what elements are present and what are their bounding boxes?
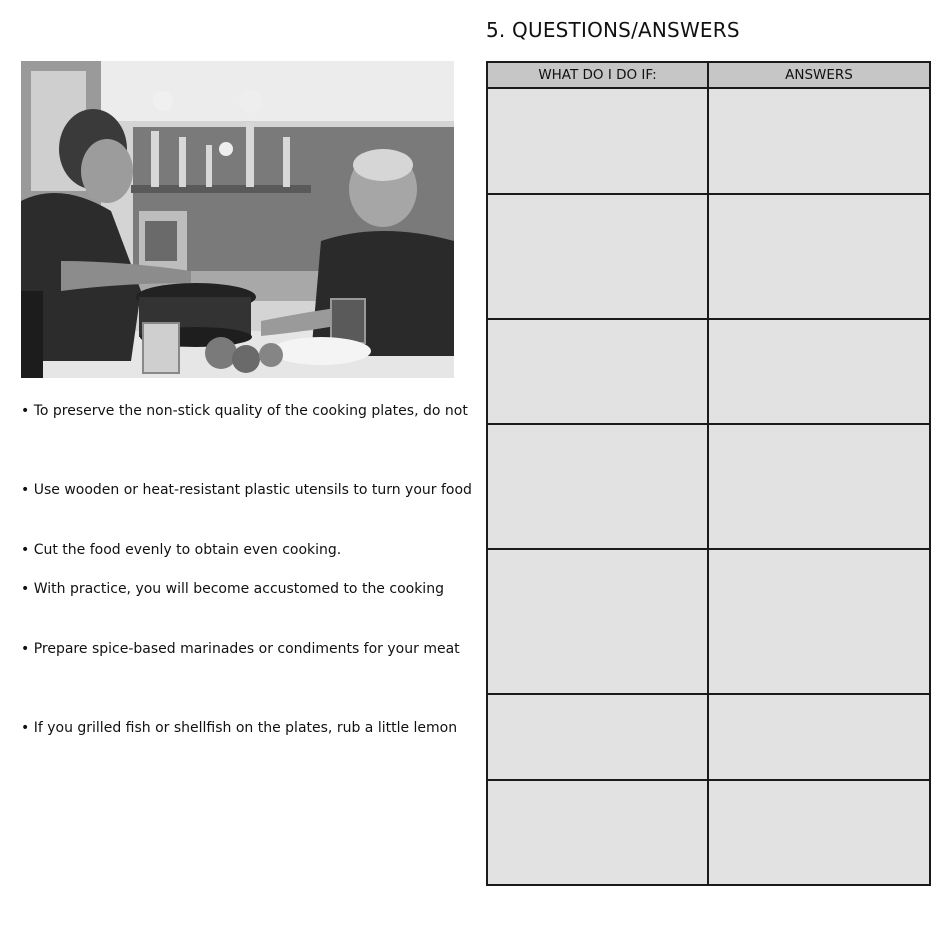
- table-row: [487, 194, 930, 319]
- tip-item: • Cut the food evenly to obtain even cooking.: [21, 542, 342, 558]
- photo-illustration: [21, 61, 454, 378]
- question-cell: [487, 780, 708, 885]
- section-title: 5. QUESTIONS/ANSWERS: [486, 18, 740, 42]
- table-row: [487, 319, 930, 424]
- table-row: [487, 694, 930, 780]
- questions-answers-table: [486, 61, 931, 886]
- tip-item: • Prepare spice-based marinades or condiments for your meat: [21, 641, 460, 657]
- column-header-question: WHAT DO I DO IF:: [487, 62, 708, 88]
- table-row: [487, 424, 930, 549]
- answer-cell: [708, 194, 930, 319]
- question-cell: [487, 694, 708, 780]
- tip-item: • If you grilled fish or shellfish on the plates, rub a little lemon: [21, 720, 458, 736]
- answer-cell: [708, 549, 930, 694]
- product-photo: [21, 61, 454, 378]
- answer-cell: [708, 88, 930, 194]
- table-row: [487, 780, 930, 885]
- tip-item: • To preserve the non-stick quality of the cooking plates, do not: [21, 403, 468, 419]
- tip-item: • Use wooden or heat-resistant plastic utensils to turn your food: [21, 482, 472, 498]
- answer-cell: [708, 424, 930, 549]
- answer-cell: [708, 319, 930, 424]
- tip-item: • With practice, you will become accustomed to the cooking: [21, 581, 444, 597]
- question-cell: [487, 424, 708, 549]
- answer-cell: [708, 694, 930, 780]
- question-cell: [487, 549, 708, 694]
- table-row: [487, 88, 930, 194]
- question-cell: [487, 88, 708, 194]
- question-cell: [487, 319, 708, 424]
- table-row: [487, 549, 930, 694]
- question-cell: [487, 194, 708, 319]
- answer-cell: [708, 780, 930, 885]
- table-header-row: [487, 62, 930, 88]
- column-header-answer: ANSWERS: [708, 62, 930, 88]
